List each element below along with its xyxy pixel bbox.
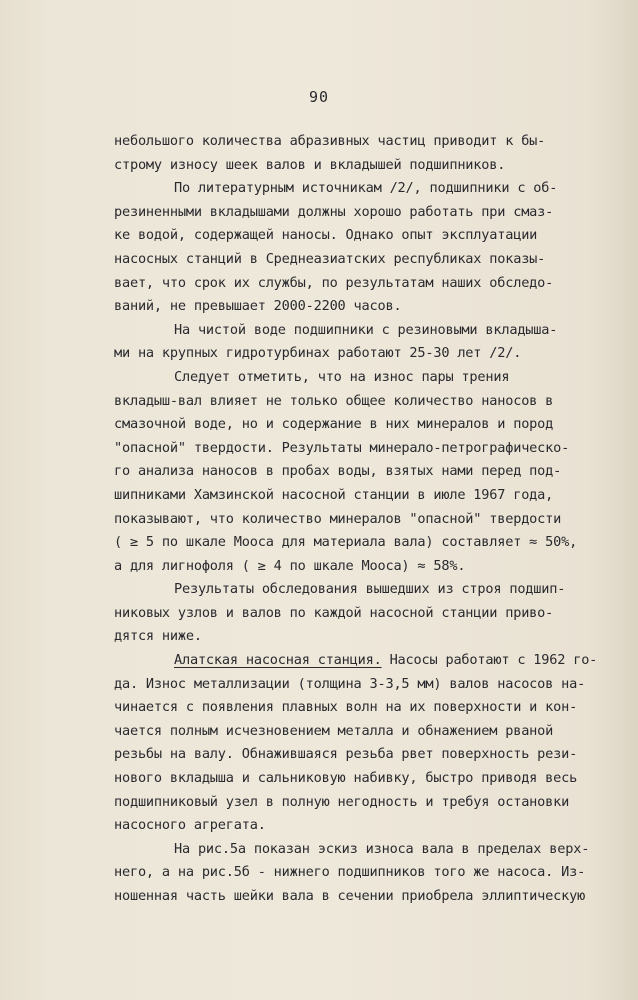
text-line: Результаты обследования вышедших из строя подшип- [174,581,566,598]
paragraph-block-1 [114,130,634,649]
text-line: чинается с появления плавных волн на их поверхности и кон- [114,699,578,716]
text-line: ( ≥ 5 по шкале Мооса для материала вала) составляет ≈ 50%, [114,534,578,551]
text-line: показывают, что количество минералов "опасной" твердости [114,510,562,527]
text-line: ми на крупных гидротурбинах работают 25-30 лет /2/. [114,345,522,362]
text-line: вает, что срок их службы, по результатам наших обследо- [114,274,554,291]
body-text [114,130,634,909]
text-line: Следует отметить, что на износ пары трения [174,368,510,385]
text-line: насосного агрегата. [114,817,266,834]
text-line: ке водой, содержащей наносы. Однако опыт эксплуатации [114,227,538,244]
text-line: никовых узлов и валов по каждой насосной станции приво- [114,604,554,621]
text-line: него, а на рис.5б - нижнего подшипников того же насоса. Из- [114,864,586,881]
text-line: да. Износ металлизации (толщина 3-3,5 мм) валов насосов на- [114,675,586,692]
text-line: го анализа наносов в пробах воды, взятых нами перед под- [114,463,562,480]
text-line: "опасной" твердости. Результаты минерало-петрографическо- [114,439,570,456]
text-line: смазочной воде, но и содержание в них минералов и пород [114,416,554,433]
text-line: резьбы на валу. Обнажившаяся резьба рвет поверхность рези- [114,746,578,763]
page-number: 90 [308,88,330,106]
section-heading-line [114,649,634,673]
text-line: небольшого количества абразивных частиц приводит к бы- [114,133,546,149]
text-line: ваний, не превышает 2000-2200 часов. [114,298,402,315]
text-line: насосных станций в Среднеазиатских республиках показы- [114,250,546,267]
text-line: По литературным источникам /2/, подшипники с об- [174,180,558,197]
text-line: шипниками Хамзинской насосной станции в июле 1967 года, [114,486,554,503]
paragraph-block-2 [114,673,634,909]
text-line: На чистой воде подшипники с резиновыми вкладыша- [174,321,558,338]
text-line: подшипниковый узел в полную негодность и требуя остановки [114,793,570,810]
text-line: дятся ниже. [114,628,202,645]
text-line: На рис.5а показан эскиз износа вала в пределах верх- [174,840,590,857]
text-line: а для лигнофоля ( ≥ 4 по шкале Мооса) ≈ 58%. [114,557,466,574]
text-line: чается полным исчезновением металла и обнажением рваной [114,722,554,739]
section-heading: Алатская насосная станция. [174,652,382,669]
text-line: вкладыш-вал влияет не только общее количество наносов в [114,392,554,409]
text-line: резиненными вкладышами должны хорошо работать при смаз- [114,203,554,220]
text-line: нового вкладыша и сальниковую набивку, быстро приводя весь [114,770,578,787]
text-line: строму износу шеек валов и вкладышей подшипников. [114,156,506,173]
text-line: ношенная часть шейки вала в сечении приобрела эллиптическую [114,888,586,904]
section-heading-rest: Насосы работают с 1962 го- [381,652,598,669]
